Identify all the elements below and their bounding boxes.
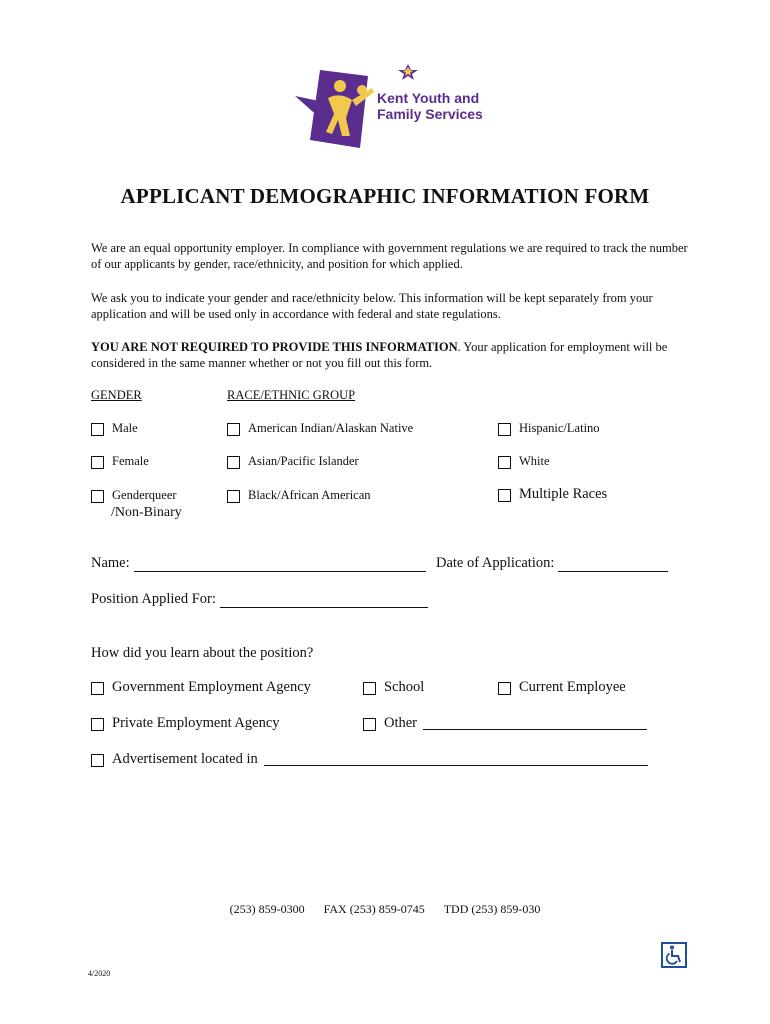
date-input-line[interactable] xyxy=(558,557,668,572)
race-option-hispanic[interactable] xyxy=(498,421,600,436)
date-label: Date of Application: xyxy=(436,555,555,571)
option-label: American Indian/Alaskan Native xyxy=(248,421,414,435)
date-field[interactable] xyxy=(436,555,668,572)
option-label: Black/African American xyxy=(248,488,371,502)
option-label: Multiple Races xyxy=(519,486,608,502)
checkbox-icon[interactable] xyxy=(498,489,511,502)
name-field[interactable] xyxy=(91,555,426,572)
checkbox-icon[interactable] xyxy=(363,682,376,695)
organization-name xyxy=(377,90,483,122)
learn-question: How did you learn about the position? xyxy=(91,645,314,661)
checkbox-icon[interactable] xyxy=(227,490,240,503)
option-label: White xyxy=(519,454,550,468)
position-field[interactable] xyxy=(91,591,428,608)
intro-paragraph-3 xyxy=(91,339,691,371)
checkbox-icon[interactable] xyxy=(91,456,104,469)
notice-rest: . Your application for employment will be considered in the same manner whether or not you fill out this form. xyxy=(91,340,668,370)
gender-heading: GENDER xyxy=(91,388,142,402)
race-option-white[interactable] xyxy=(498,454,550,469)
checkbox-icon[interactable] xyxy=(227,423,240,436)
learn-option-school[interactable] xyxy=(363,679,424,696)
checkbox-icon[interactable] xyxy=(91,423,104,436)
race-option-american-indian[interactable] xyxy=(227,421,413,436)
wheelchair-icon xyxy=(661,942,687,968)
option-label: Asian/Pacific Islander xyxy=(248,454,359,468)
option-label: Other xyxy=(384,715,418,731)
form-title: APPLICANT DEMOGRAPHIC INFORMATION FORM xyxy=(120,184,650,208)
checkbox-icon[interactable] xyxy=(498,682,511,695)
checkbox-icon[interactable] xyxy=(91,490,104,503)
logo-figure-head xyxy=(334,80,346,92)
intro-paragraph-1: We are an equal opportunity employer. In compliance with government regulations we are required to track the number of our applicants by gender, race/ethnicity, and position for which applied. xyxy=(91,241,688,271)
learn-option-advertisement[interactable] xyxy=(91,751,648,768)
not-required-notice: YOU ARE NOT REQUIRED TO PROVIDE THIS INFORMATION xyxy=(91,340,458,354)
fax-number: FAX (253) 859-0745 xyxy=(323,902,425,916)
learn-option-government[interactable] xyxy=(91,679,311,696)
position-input-line[interactable] xyxy=(220,593,428,608)
checkbox-icon[interactable] xyxy=(91,754,104,767)
gender-option-genderqueer[interactable] xyxy=(91,488,177,503)
advertisement-input-line[interactable] xyxy=(264,751,648,766)
checkbox-icon[interactable] xyxy=(91,718,104,731)
position-label: Position Applied For: xyxy=(91,591,216,607)
name-label: Name: xyxy=(91,555,130,571)
tdd-number: TDD (253) 859-030 xyxy=(443,902,541,916)
gender-option-nonbinary-label: /Non-Binary xyxy=(111,505,182,520)
checkbox-icon[interactable] xyxy=(363,718,376,731)
checkbox-icon[interactable] xyxy=(498,423,511,436)
name-input-line[interactable] xyxy=(134,557,426,572)
race-option-multiple[interactable] xyxy=(498,486,607,503)
learn-option-private[interactable] xyxy=(91,715,280,732)
option-label: Private Employment Agency xyxy=(112,715,280,731)
checkbox-icon[interactable] xyxy=(91,682,104,695)
other-input-line[interactable] xyxy=(423,715,647,730)
race-heading: RACE/ETHNIC GROUP xyxy=(227,388,356,402)
gender-option-female[interactable] xyxy=(91,454,149,469)
checkbox-icon[interactable] xyxy=(498,456,511,469)
option-label: Hispanic/Latino xyxy=(519,421,600,435)
option-label: Advertisement located in xyxy=(112,751,258,767)
option-label: Government Employment Agency xyxy=(112,679,311,695)
learn-option-current-employee[interactable] xyxy=(498,679,626,696)
option-label: Male xyxy=(112,421,138,435)
race-option-asian[interactable] xyxy=(227,454,359,469)
option-label: Genderqueer xyxy=(112,488,177,502)
option-label: School xyxy=(384,679,425,695)
intro-paragraph-2: We ask you to indicate your gender and race/ethnicity below. This information will be kept separately from your application and will be used only in accordance with federal and state regulations. xyxy=(91,291,653,321)
learn-option-other[interactable] xyxy=(363,715,647,732)
phone-number: (253) 859-0300 xyxy=(229,902,305,916)
contact-footer xyxy=(0,902,770,917)
checkbox-icon[interactable] xyxy=(227,456,240,469)
org-name-line2: Family Services xyxy=(377,106,483,122)
race-option-black[interactable] xyxy=(227,488,371,503)
gender-option-male[interactable] xyxy=(91,421,138,436)
org-name-line1: Kent Youth and xyxy=(377,90,480,106)
option-label: Current Employee xyxy=(519,679,626,695)
revision-date: 4/2020 xyxy=(88,969,111,978)
option-label: Female xyxy=(112,454,149,468)
